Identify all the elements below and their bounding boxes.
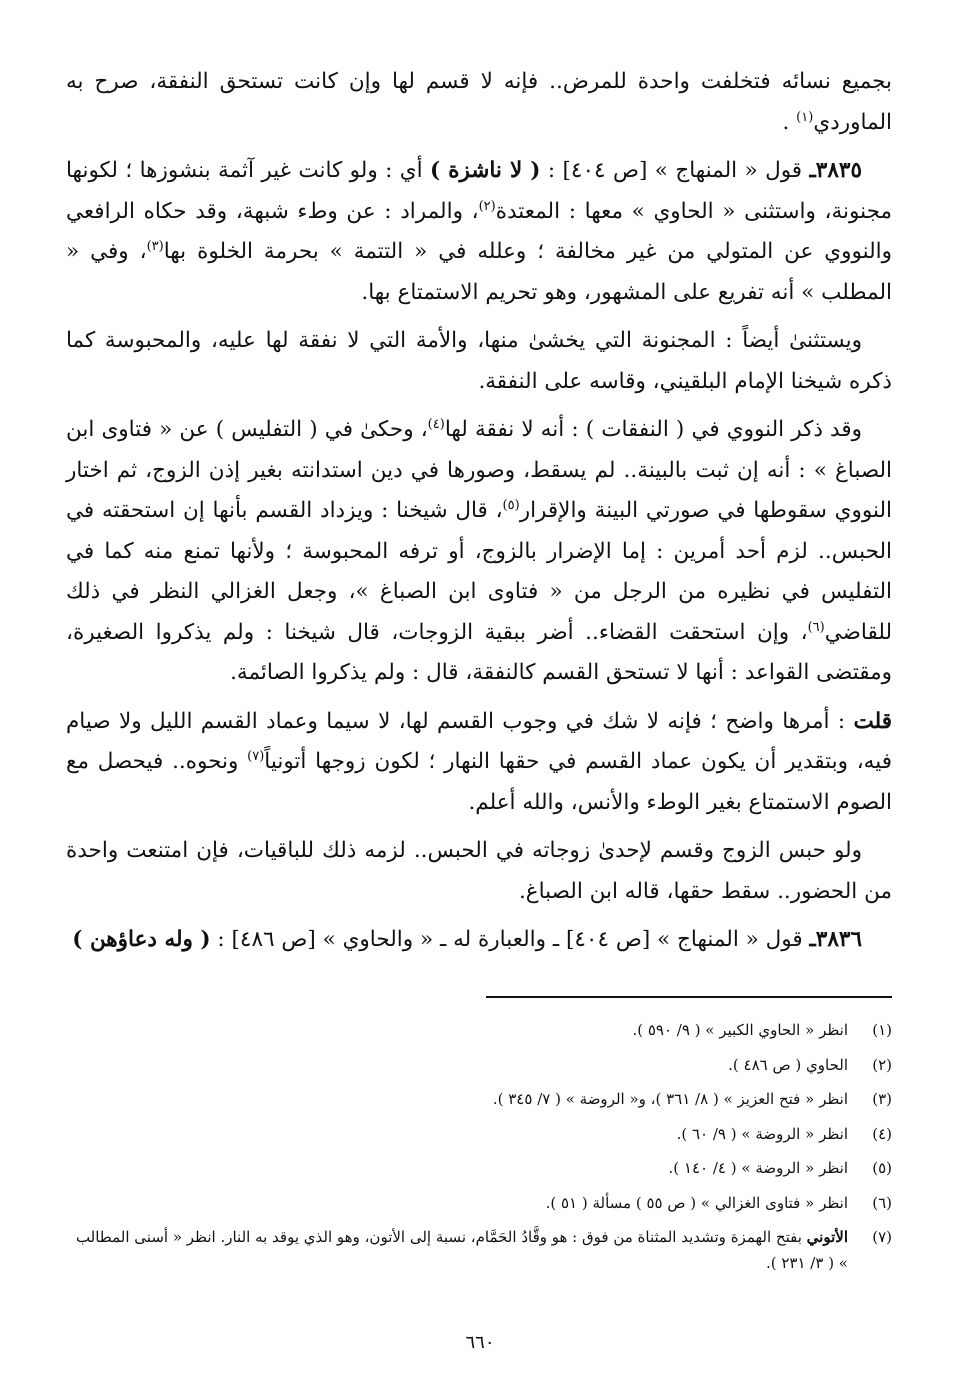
- text: وقد ذكر النووي في ( النفقات ) : أنه لا نفقة لها: [444, 417, 862, 442]
- footnote-term: الأتوني: [806, 1228, 848, 1246]
- footnote-ref-5[interactable]: (٥): [502, 497, 520, 513]
- page-body: [66, 62, 892, 969]
- text: أي : ولو كانت غير آثمة بنشوزها ؛ لكونها مجنونة، واستثنى « الحاوي » معها : المعتدة: [66, 158, 892, 224]
- footnote-ref-6[interactable]: (٦): [807, 619, 825, 635]
- text: ، قال شيخنا : ويزداد القسم بأنها إن استحقته في الحبس.. لزم أحد أمرين : إما الإضرار بالزوج، أو ترفه المحبوسة ؛ ولأنها تمنع منه كما في التفليس في نظيره من الرجل من « فتاوى ابن الصباغ »، وجعل الغزالي النظر في ذلك للقاضي: [66, 498, 892, 645]
- footnote-2: [66, 1048, 892, 1083]
- paragraph-prison: [66, 831, 892, 912]
- text: ، وحكىٰ في ( التفليس ) عن « فتاوى ابن الصباغ » : أنه إن ثبت بالبينة.. لم يسقط، وصورها في دين استدانته بغير إذن الزوج، ثم اختار النووي سقوطها في صورتي البينة والإقرار: [66, 417, 892, 523]
- footnote-ref-1[interactable]: (١): [796, 109, 814, 125]
- footnote-text: الحاوي ( ص ٤٨٦ ).: [728, 1055, 848, 1074]
- quoted-text: ( لا ناشزة ): [429, 158, 541, 183]
- footnote-number: (٢): [872, 1055, 892, 1074]
- footnote-ref-4[interactable]: (٤): [427, 416, 445, 432]
- footnote-text: [66, 1220, 848, 1276]
- paragraph-3836: [66, 920, 892, 961]
- footnote-number: (٣): [872, 1090, 892, 1108]
- footnote-4: [66, 1117, 892, 1152]
- footnote-text: انظر « الحاوي الكبير » ( ٩/ ٥٩٠ ).: [632, 1021, 848, 1039]
- paragraph-1: [66, 62, 892, 143]
- text: ولو حبس الزوج وقسم لإحدىٰ زوجاته في الحبس.. لزمه ذلك للباقيات، فإن امتنعت واحدة من الحضور.. سقط حقها، قاله ابن الصباغ.: [66, 838, 892, 904]
- footnote-ref-2[interactable]: (٢): [478, 198, 496, 214]
- footnote-number: (٤): [872, 1124, 892, 1143]
- footnote-1: [66, 1013, 892, 1048]
- text: قول « المنهاج » [ص ٤٠٤] :: [540, 158, 810, 183]
- footnote-text: انظر « الروضة » ( ٩/ ٦٠ ).: [676, 1124, 848, 1143]
- text: ، وإن استحقت القضاء.. أضر ببقية الزوجات، قال شيخنا : ولم يذكروا الصغيرة، ومقتضى القواعد : أنها لا تستحق القسم كالنفقة، قال : ولم يذكروا الصائمة.: [66, 619, 892, 685]
- footnote-definition: بفتح الهمزة وتشديد المثناة من فوق : هو وقَّادُ الحَمَّام، نسبة إلى الأتون، وهو الذي يوقد به النار. انظر « أسنى المطالب » ( ٣/ ٢٣١ ).: [75, 1228, 848, 1272]
- main-text: [66, 62, 892, 961]
- page-number: ٦٦٠: [465, 1332, 495, 1353]
- footnote-number: (١): [872, 1021, 892, 1039]
- text: .: [782, 109, 790, 135]
- text: قول « المنهاج » [ص ٤٠٤] ـ والعبارة له ـ « والحاوي » [ص ٤٨٦] :: [210, 927, 810, 952]
- footnote-separator: [486, 996, 892, 998]
- paragraph-nawawi: [66, 410, 892, 694]
- quoted-text: ( وله دعاؤهن ): [72, 927, 211, 952]
- footnote-5: [66, 1151, 892, 1186]
- paragraph-3835: [66, 151, 892, 313]
- footnote-number: (٦): [872, 1193, 892, 1212]
- issue-number-3836: ٣٨٣٦ـ: [809, 927, 862, 952]
- footnote-3: [66, 1082, 892, 1117]
- text: ويستثنىٰ أيضاً : المجنونة التي يخشىٰ منها، والأمة التي لا نفقة لها عليه، والمحبوسة كما ذكره شيخنا الإمام البلقيني، وقاسه على النفقة.: [66, 328, 892, 394]
- qultu-label: قلت: [853, 708, 892, 734]
- footnote-ref-7[interactable]: (٧): [247, 748, 265, 764]
- footnote-text: انظر « فتح العزيز » ( ٨/ ٣٦١ )، و« الروضة » ( ٧/ ٣٤٥ ).: [492, 1090, 848, 1108]
- text: بجميع نسائه فتخلفت واحدة للمرض.. فإنه لا قسم لها وإن كانت تستحق النفقة، صرح به الماوردي: [66, 69, 892, 135]
- text: ونحوه.. فيحصل مع الصوم الاستمتاع بغير الوطء والأنس، والله أعلم.: [66, 749, 892, 815]
- text: ، والمراد : عن وطء شبهة، وقد حكاه الرافعي والنووي عن المتولي من غير مخالفة ؛ وعلله في « التتمة » بحرمة الخلوة بها: [66, 198, 893, 264]
- issue-number-3835: ٣٨٣٥ـ: [809, 158, 862, 183]
- footnote-ref-3[interactable]: (٣): [146, 238, 164, 254]
- footnote-text: انظر « فتاوى الغزالي » ( ص ٥٥ ) مسألة ( ٥١ ).: [545, 1193, 848, 1212]
- paragraph-qultu: [66, 702, 892, 824]
- text: : أمرها واضح ؛ فإنه لا شك في وجوب القسم لها، لا سيما وعماد القسم الليل ولا صيام فيه، وبتقدير أن يكون عماد القسم في حقها النهار ؛ لكون زوجها أتونياً: [66, 708, 892, 774]
- footnote-7: [66, 1220, 892, 1276]
- footnote-6: [66, 1186, 892, 1221]
- footnotes: [66, 1013, 892, 1276]
- footnote-number: (٥): [872, 1159, 892, 1177]
- footnote-text: انظر « الروضة » ( ٤/ ١٤٠ ).: [668, 1159, 848, 1177]
- paragraph-exceptions: [66, 321, 892, 402]
- footnote-number: (٧): [872, 1228, 892, 1246]
- text: ، وفي « المطلب » أنه تفريع على المشهور، وهو تحريم الاستمتاع بها.: [66, 239, 892, 305]
